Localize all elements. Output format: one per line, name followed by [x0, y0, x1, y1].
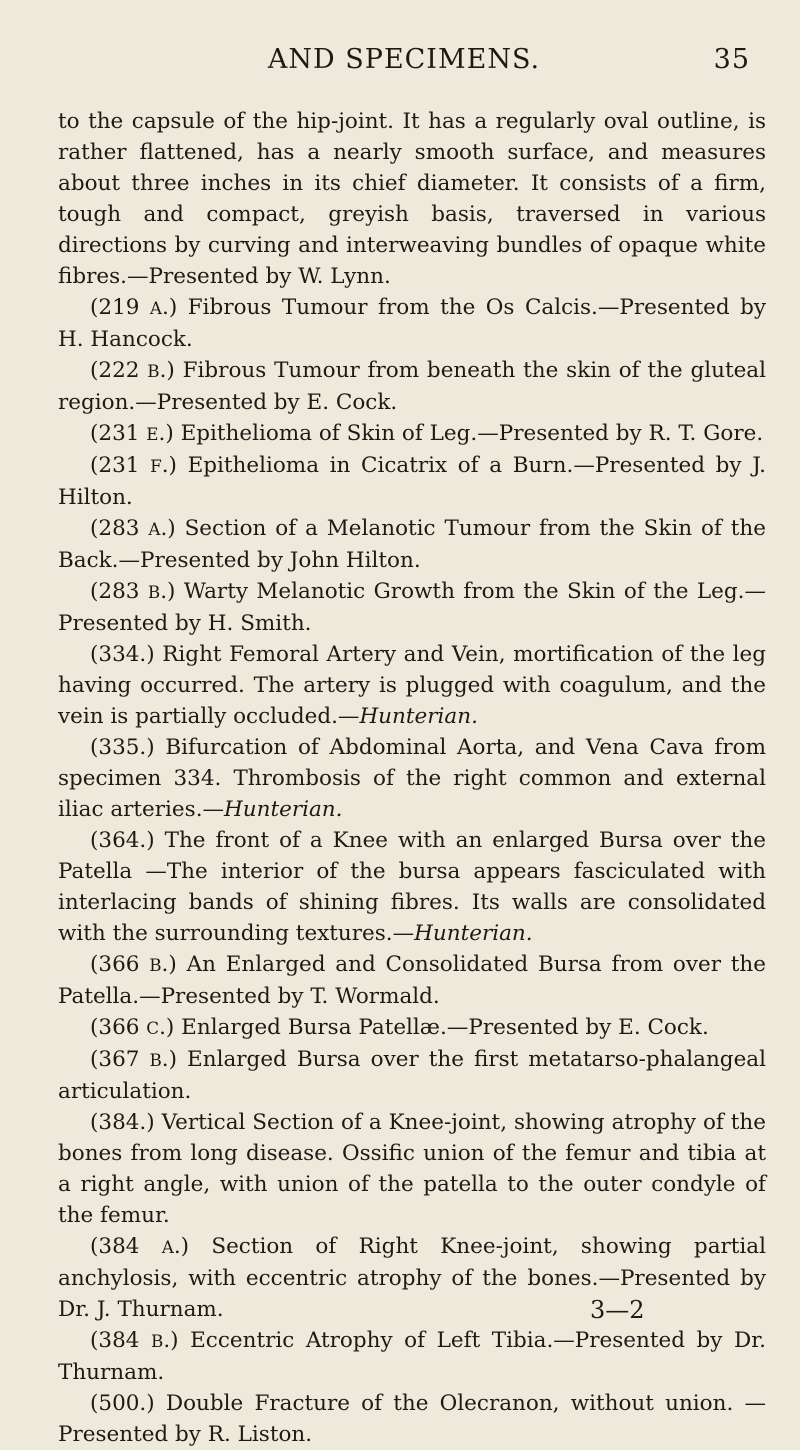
- entry-description: Eccentric Atrophy of Left Tibia.—Presented by Dr. Thurnam.: [58, 1328, 766, 1385]
- entry-letter: A: [161, 1237, 174, 1257]
- entry-number: (283: [90, 579, 148, 604]
- entry-letter: A: [148, 519, 161, 539]
- entry-number: (384: [90, 1328, 151, 1353]
- entry-number-close: .): [163, 1328, 179, 1353]
- catalogue-entry: [58, 1231, 766, 1325]
- entry-number: (366: [90, 952, 150, 977]
- entry-source: Hunterian.: [414, 921, 533, 946]
- entry-description: Fibrous Tumour from the Os Calcis.—Presented by H. Hancock.: [58, 295, 766, 352]
- catalogue-entry: [58, 732, 766, 825]
- entry-letter: B: [147, 361, 160, 381]
- page-number: 35: [713, 44, 750, 75]
- catalogue-entry: [58, 576, 766, 639]
- entry-description: Epithelioma of Skin of Leg.—Presented by R. T. Gore.: [173, 421, 764, 446]
- entry-number-close: .): [162, 295, 178, 320]
- catalogue-entry: [58, 355, 766, 418]
- catalogue-entry: [58, 1325, 766, 1388]
- entry-description: An Enlarged and Consolidated Bursa from over the Patella.—Presented by T. Wormald.: [58, 952, 766, 1009]
- entry-number: (384: [90, 1234, 162, 1259]
- entry-number: (334.): [90, 642, 155, 667]
- signature-mark: 3—2: [590, 1296, 645, 1324]
- entry-letter: B: [147, 582, 161, 602]
- entry-letter: A: [149, 298, 163, 318]
- entry-number: (384.): [90, 1110, 155, 1135]
- entry-number: (366: [90, 1015, 147, 1040]
- entry-number-close: .): [161, 952, 177, 977]
- entry-number: (335.): [90, 735, 155, 760]
- entry-number-close: .): [160, 516, 176, 541]
- catalogue-entry: [58, 418, 766, 450]
- entry-number: (367: [90, 1047, 150, 1072]
- catalogue-entry: [58, 949, 766, 1012]
- entry-letter: C: [146, 1018, 160, 1038]
- entry-number: (364.): [90, 828, 155, 853]
- entry-description: Epithelioma in Cicatrix of a Burn.—Presented by J. Hilton.: [58, 453, 766, 510]
- entry-number: (283: [90, 516, 149, 541]
- entry-description: Right Femoral Artery and Vein, mortification of the leg having occurred. The artery is plugged with coagulum, and the vein is partially occluded.—: [58, 642, 766, 729]
- catalogue-entry: [58, 825, 766, 949]
- entry-number-close: .): [159, 358, 175, 383]
- entry-letter: F: [150, 456, 162, 476]
- entry-source: Hunterian.: [224, 797, 343, 822]
- catalogue-entry: [58, 1012, 766, 1044]
- catalogue-entry: [58, 639, 766, 732]
- entry-number: (231: [90, 453, 151, 478]
- catalogue-entry: [58, 450, 766, 513]
- entry-description: Section of Right Knee-joint, showing partial anchylosis, with eccentric atrophy of the bones.—Presented by Dr. J. Thurnam.: [58, 1234, 767, 1322]
- entry-number-close: .): [161, 1047, 178, 1072]
- entry-number: (500.): [90, 1391, 155, 1416]
- catalogue-entry: [58, 1388, 766, 1450]
- entry-number: (231: [90, 421, 147, 446]
- entry-description: Fibrous Tumour from beneath the skin of the gluteal region.—Presented by E. Cock.: [58, 358, 767, 415]
- catalogue-text: [58, 106, 766, 1450]
- catalogue-entry: [58, 513, 766, 576]
- entry-number: (219: [90, 295, 150, 320]
- entry-letter: B: [149, 955, 162, 975]
- catalogue-entry: [58, 1044, 766, 1107]
- entry-description: Double Fracture of the Olecranon, without union. —Presented by R. Liston.: [58, 1391, 766, 1447]
- entry-description: Vertical Section of a Knee-joint, showing atrophy of the bones from long disease. Ossific union of the femur and tibia at a right angle, with union of the patella to the outer condyle of the femur.: [58, 1110, 766, 1228]
- entry-letter: B: [149, 1050, 162, 1070]
- entry-number-close: .): [159, 1015, 175, 1040]
- running-title: AND SPECIMENS.: [267, 44, 541, 75]
- catalogue-entry: [58, 292, 766, 355]
- entry-description: Section of a Melanotic Tumour from the Skin of the Back.—Presented by John Hilton.: [58, 516, 766, 573]
- entry-number-close: .): [173, 1234, 190, 1259]
- entry-number-close: .): [161, 453, 177, 478]
- entry-number-close: .): [158, 421, 174, 446]
- entry-description: Warty Melanotic Growth from the Skin of the Leg.—Presented by H. Smith.: [58, 579, 767, 636]
- entry-list: [58, 292, 766, 1450]
- entry-number-close: .): [160, 579, 176, 604]
- entry-description: Bifurcation of Abdominal Aorta, and Vena Cava from specimen 334. Thrombosis of the right common and external iliac arteries.—: [58, 735, 766, 822]
- entry-description: Enlarged Bursa Patellæ.—Presented by E. Cock.: [174, 1015, 709, 1040]
- entry-letter: E: [146, 424, 159, 444]
- entry-source: Hunterian.: [359, 704, 478, 729]
- continuation-paragraph: to the capsule of the hip-joint. It has a regularly oval outline, is rather flattened, has a nearly smooth surface, and measures about three inches in its chief diameter. It consists of a firm, tough and compact, greyish basis, traversed in various directions by curving and interweaving bundles of opaque white fibres.—Presented by W. Lynn.: [58, 109, 766, 289]
- entry-number: (222: [90, 358, 148, 383]
- catalogue-entry: [58, 1107, 766, 1231]
- entry-letter: B: [150, 1331, 164, 1351]
- entry-description: Enlarged Bursa over the first metatarso-phalangeal articulation.: [58, 1047, 766, 1104]
- running-head: [58, 44, 750, 75]
- entry-description: The front of a Knee with an enlarged Bursa over the Patella —The interior of the bursa appears fasciculated with interlacing bands of shining fibres. Its walls are consolidated with the surrounding textures.—: [58, 828, 766, 946]
